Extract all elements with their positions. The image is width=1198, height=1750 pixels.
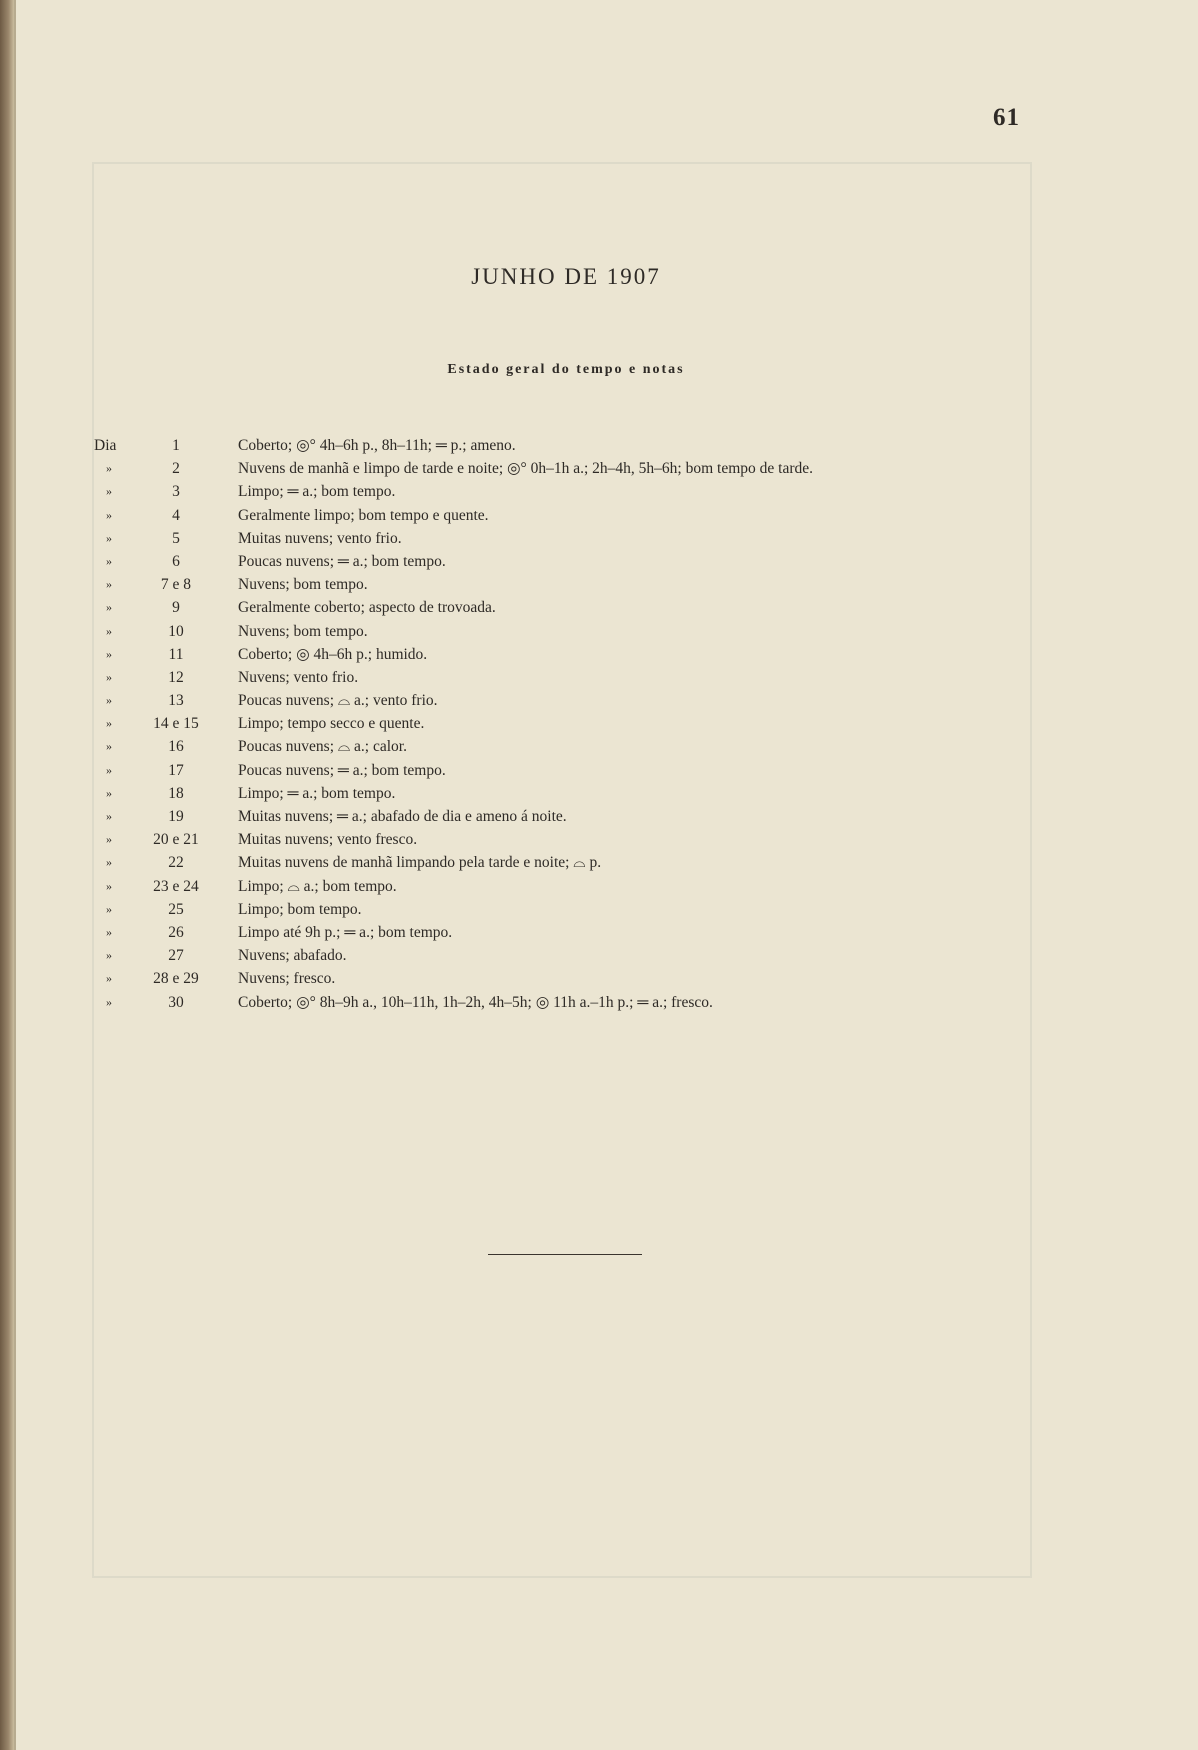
ditto-mark: » bbox=[106, 553, 112, 568]
notes-row bbox=[16, 527, 1198, 550]
day-number: 7 e 8 bbox=[160, 576, 192, 594]
ditto-mark: » bbox=[106, 971, 112, 986]
ditto-mark: » bbox=[106, 809, 112, 823]
weather-note: Nuvens; abafado. bbox=[238, 947, 347, 965]
ditto-mark: » bbox=[106, 948, 112, 963]
page-number: 61 bbox=[993, 104, 1020, 131]
day-number: 3 bbox=[172, 483, 180, 501]
ditto-mark: » bbox=[106, 530, 112, 545]
weather-note: Geralmente coberto; aspecto de trovoada. bbox=[238, 599, 496, 617]
ditto-mark: » bbox=[106, 623, 112, 638]
weather-note: Limpo; bom tempo. bbox=[238, 900, 362, 918]
day-number: 17 bbox=[168, 761, 184, 779]
ditto-mark: » bbox=[106, 855, 112, 870]
section-subtitle: Estado geral do tempo e notas bbox=[447, 362, 685, 377]
ditto-mark: » bbox=[106, 901, 112, 916]
ditto-mark: » bbox=[106, 577, 112, 592]
notes-row bbox=[16, 967, 1198, 990]
notes-row bbox=[16, 504, 1198, 527]
day-number: 13 bbox=[168, 692, 184, 710]
weather-note: Coberto; ◎° 4h–6h p., 8h–11h; ═ p.; ameno. bbox=[238, 437, 516, 454]
weather-note: Nuvens; vento frio. bbox=[238, 668, 359, 686]
notes-row bbox=[16, 643, 1198, 666]
weather-note: Limpo até 9h p.; ═ a.; bom tempo. bbox=[238, 923, 453, 941]
day-number: 14 e 15 bbox=[153, 715, 199, 733]
day-number: 6 bbox=[172, 552, 180, 570]
day-number: 10 bbox=[168, 622, 184, 640]
ditto-mark: » bbox=[106, 507, 112, 522]
ditto-mark: » bbox=[106, 785, 112, 800]
page-title: JUNHO DE 1907 bbox=[471, 264, 661, 289]
notes-row bbox=[16, 480, 1198, 503]
ditto-mark: » bbox=[106, 484, 112, 499]
ditto-mark: » bbox=[106, 832, 112, 847]
day-number: 5 bbox=[172, 529, 180, 547]
weather-note: Muitas nuvens de manhã limpando pela tarde e noite; ⌓ p. bbox=[238, 854, 602, 872]
notes-row bbox=[16, 828, 1198, 851]
notes-row bbox=[16, 921, 1198, 944]
notes-row bbox=[16, 991, 1198, 1014]
document-page bbox=[14, 0, 1198, 1750]
day-number: 11 bbox=[168, 645, 184, 663]
ditto-mark: » bbox=[106, 878, 112, 893]
notes-row bbox=[16, 851, 1198, 874]
weather-note: Poucas nuvens; ⌓ a.; calor. bbox=[238, 738, 407, 756]
notes-row bbox=[16, 944, 1198, 967]
day-number: 22 bbox=[168, 854, 184, 872]
notes-row bbox=[16, 457, 1198, 480]
weather-note: Nuvens; fresco. bbox=[238, 970, 336, 988]
day-number: 26 bbox=[168, 923, 184, 941]
notes-row bbox=[16, 550, 1198, 573]
weather-note: Poucas nuvens; ⌓ a.; vento frio. bbox=[238, 692, 438, 710]
weather-note: Muitas nuvens; vento frio. bbox=[238, 529, 402, 547]
day-number: 23 e 24 bbox=[153, 877, 199, 895]
book-binding-shadow bbox=[0, 0, 14, 1750]
day-number: 25 bbox=[168, 900, 184, 918]
day-number: 19 bbox=[168, 808, 184, 825]
weather-note: Nuvens de manhã e limpo de tarde e noite; ◎° 0h–1h a.; 2h–4h, 5h–6h; bom tempo de tarde. bbox=[238, 460, 814, 478]
weather-note: Nuvens; bom tempo. bbox=[238, 622, 368, 640]
weather-note: Muitas nuvens; vento fresco. bbox=[238, 831, 418, 849]
weather-notes-list bbox=[16, 434, 1198, 1014]
day-number: 2 bbox=[172, 460, 180, 478]
notes-row bbox=[16, 735, 1198, 758]
day-number: 9 bbox=[172, 599, 180, 617]
notes-row bbox=[16, 434, 1198, 457]
notes-row bbox=[16, 689, 1198, 712]
ditto-mark: » bbox=[106, 924, 112, 939]
day-number: 20 e 21 bbox=[153, 831, 199, 849]
notes-row bbox=[16, 898, 1198, 921]
day-number: 30 bbox=[168, 993, 184, 1011]
day-number: 4 bbox=[172, 506, 180, 524]
weather-note: Geralmente limpo; bom tempo e quente. bbox=[238, 506, 489, 524]
day-number: 12 bbox=[168, 668, 184, 686]
day-number: 28 e 29 bbox=[153, 970, 199, 988]
weather-note: Limpo; tempo secco e quente. bbox=[238, 715, 425, 733]
ditto-mark: » bbox=[106, 600, 112, 615]
day-number: 18 bbox=[168, 784, 184, 802]
weather-note: Limpo; ═ a.; bom tempo. bbox=[238, 784, 396, 802]
weather-note: Coberto; ◎° 8h–9h a., 10h–11h, 1h–2h, 4h–5h; ◎ 11h a.–1h p.; ═ a.; fresco. bbox=[238, 993, 713, 1011]
notes-row bbox=[16, 712, 1198, 735]
ditto-mark: » bbox=[106, 669, 112, 684]
day-number: 16 bbox=[168, 738, 184, 756]
ditto-mark: » bbox=[106, 461, 112, 476]
day-number: 1 bbox=[172, 437, 180, 454]
ditto-mark: » bbox=[106, 646, 112, 661]
notes-row bbox=[16, 805, 1198, 828]
weather-note: Poucas nuvens; ═ a.; bom tempo. bbox=[238, 552, 446, 570]
weather-note: Nuvens; bom tempo. bbox=[238, 576, 368, 594]
day-number: 27 bbox=[168, 947, 184, 965]
notes-row bbox=[16, 596, 1198, 619]
dia-label: Dia bbox=[94, 437, 117, 454]
weather-note: Limpo; ═ a.; bom tempo. bbox=[238, 483, 396, 501]
weather-note: Coberto; ◎ 4h–6h p.; humido. bbox=[238, 645, 428, 663]
ditto-mark: » bbox=[106, 739, 112, 754]
notes-row bbox=[16, 620, 1198, 643]
notes-row bbox=[16, 573, 1198, 596]
end-rule bbox=[488, 1254, 642, 1255]
ditto-mark: » bbox=[106, 762, 112, 777]
notes-row bbox=[16, 875, 1198, 898]
notes-row bbox=[16, 759, 1198, 782]
ditto-mark: » bbox=[106, 716, 112, 731]
weather-note: Poucas nuvens; ═ a.; bom tempo. bbox=[238, 761, 446, 779]
notes-row bbox=[16, 666, 1198, 689]
weather-note: Muitas nuvens; ═ a.; abafado de dia e ameno á noite. bbox=[238, 808, 567, 825]
ditto-mark: » bbox=[106, 693, 112, 708]
notes-row bbox=[16, 782, 1198, 805]
ditto-mark: » bbox=[106, 994, 112, 1009]
weather-note: Limpo; ⌓ a.; bom tempo. bbox=[238, 877, 397, 895]
